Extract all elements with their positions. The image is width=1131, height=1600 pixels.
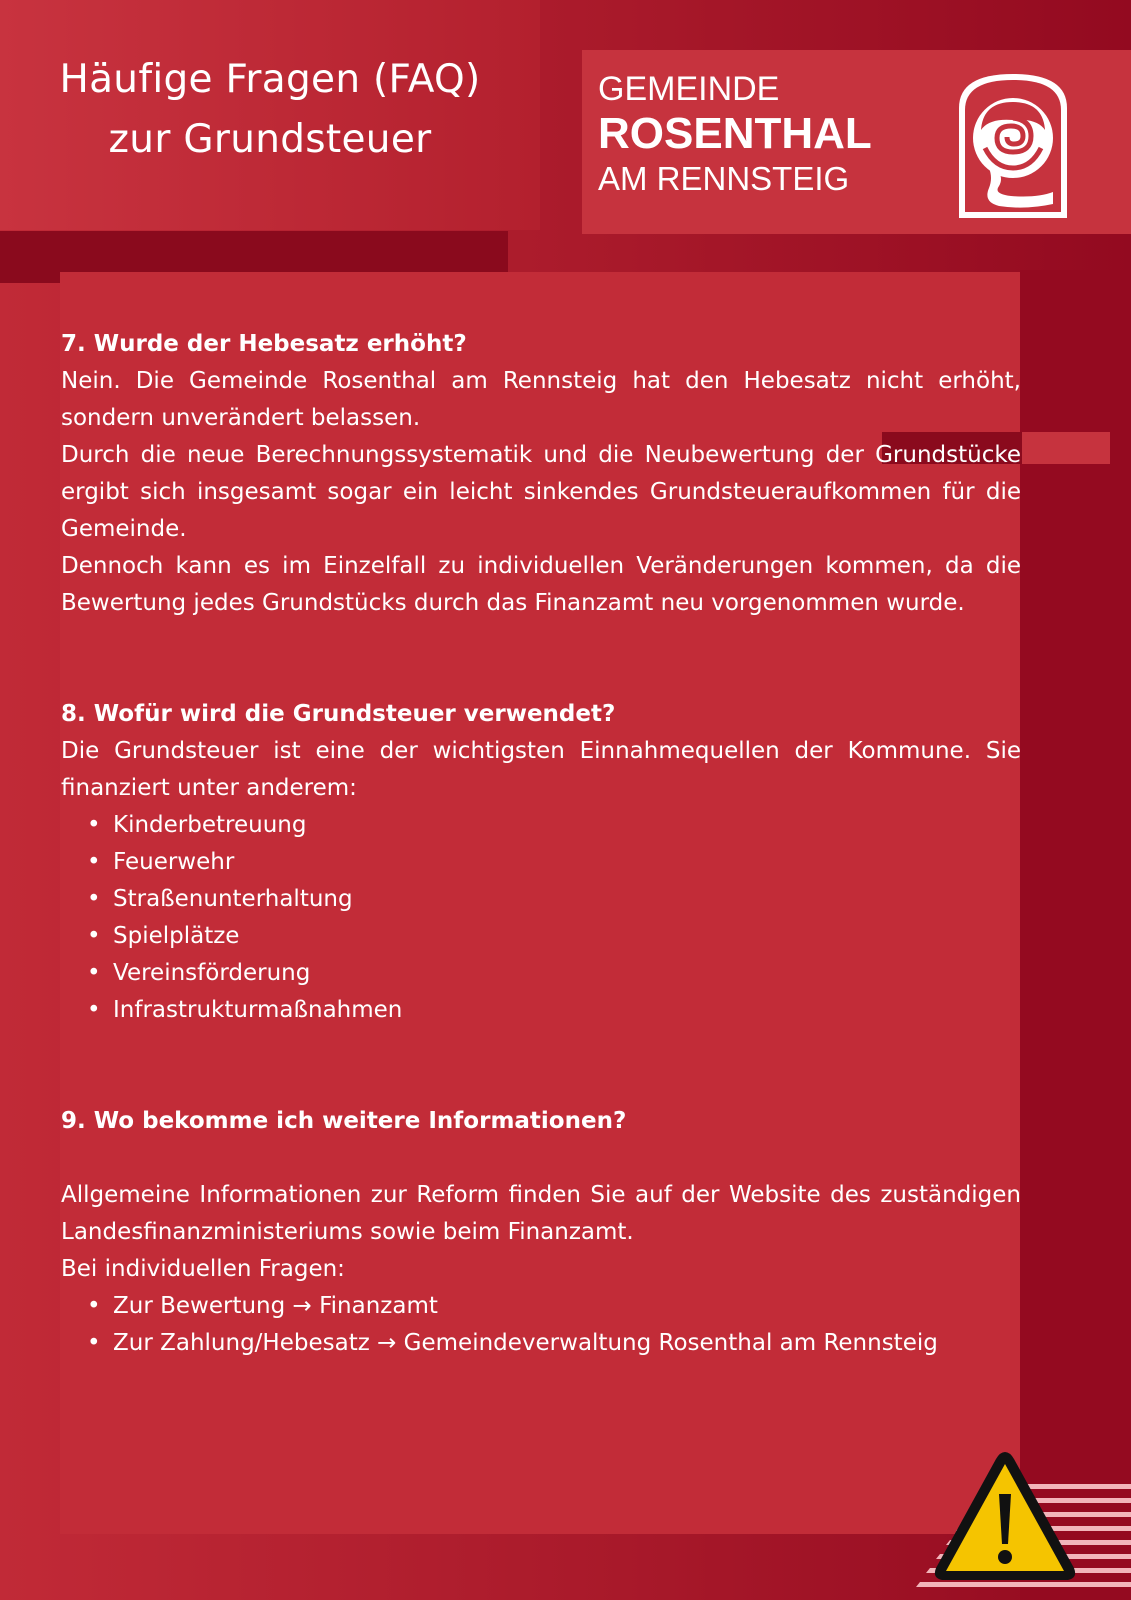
list-item: • Spielplätze xyxy=(87,918,1021,955)
faq-content xyxy=(61,326,1021,1362)
logo-line3: AM RENNSTEIG xyxy=(598,160,850,197)
logo-text xyxy=(598,72,872,195)
faq-answer-9-p2: Bei individuellen Fragen: xyxy=(61,1256,345,1282)
section-spacer xyxy=(61,1029,1021,1103)
decorative-stripe xyxy=(1020,270,1131,1600)
municipality-logo xyxy=(582,50,1131,234)
warning-triangle-icon xyxy=(930,1446,1080,1586)
faq-answer-7-p3: Dennoch kann es im Einzelfall zu individuellen Veränderungen kommen, da die Bewertung jedes Grundstücks durch das Finanzamt neu vorgenommen wurde. xyxy=(61,553,1021,616)
logo-line2: ROSENTHAL xyxy=(598,109,872,158)
page-title-line2: zur Grundsteuer xyxy=(108,117,432,162)
faq-question-9: 9. Wo bekomme ich weitere Informationen? xyxy=(61,1108,627,1134)
faq-question-7: 7. Wurde der Hebesatz erhöht? xyxy=(61,331,467,357)
list-item: • Vereinsförderung xyxy=(87,955,1021,992)
page-title xyxy=(0,50,540,170)
list-item: • Infrastrukturmaßnahmen xyxy=(87,992,1021,1029)
section-spacer xyxy=(61,622,1021,696)
paragraph-spacer xyxy=(61,1140,1021,1177)
faq-answer-9-p1: Allgemeine Informationen zur Reform finden Sie auf der Website des zuständigen Landesfinanzministeriums sowie beim Finanzamt. xyxy=(61,1182,1021,1245)
list-item: • Zur Bewertung → Finanzamt xyxy=(87,1288,1021,1325)
list-item: • Feuerwehr xyxy=(87,844,1021,881)
faq-answer-7-p1: Nein. Die Gemeinde Rosenthal am Rennsteig hat den Hebesatz nicht erhöht, sondern unverändert belassen. xyxy=(61,368,1021,431)
title-panel xyxy=(0,0,540,230)
rose-emblem-icon xyxy=(953,68,1073,222)
usage-list xyxy=(61,807,1021,1029)
list-item: • Straßenunterhaltung xyxy=(87,881,1021,918)
faq-answer-8-intro: Die Grundsteuer ist eine der wichtigsten Einnahmequellen der Kommune. Sie finanziert unter anderem: xyxy=(61,738,1021,801)
list-item: • Kinderbetreuung xyxy=(87,807,1021,844)
faq-answer-7-p2: Durch die neue Berechnungssystematik und die Neubewertung der Grundstücke ergibt sich insgesamt sogar ein leicht sinkendes Grundsteueraufkommen für die Gemeinde. xyxy=(61,442,1021,542)
faq-question-8: 8. Wofür wird die Grundsteuer verwendet? xyxy=(61,701,616,727)
logo-line1: GEMEINDE xyxy=(598,70,780,108)
list-item: • Zur Zahlung/Hebesatz → Gemeindeverwaltung Rosenthal am Rennsteig xyxy=(87,1325,1021,1362)
contact-list xyxy=(61,1288,1021,1362)
page-title-line1: Häufige Fragen (FAQ) xyxy=(59,57,481,102)
